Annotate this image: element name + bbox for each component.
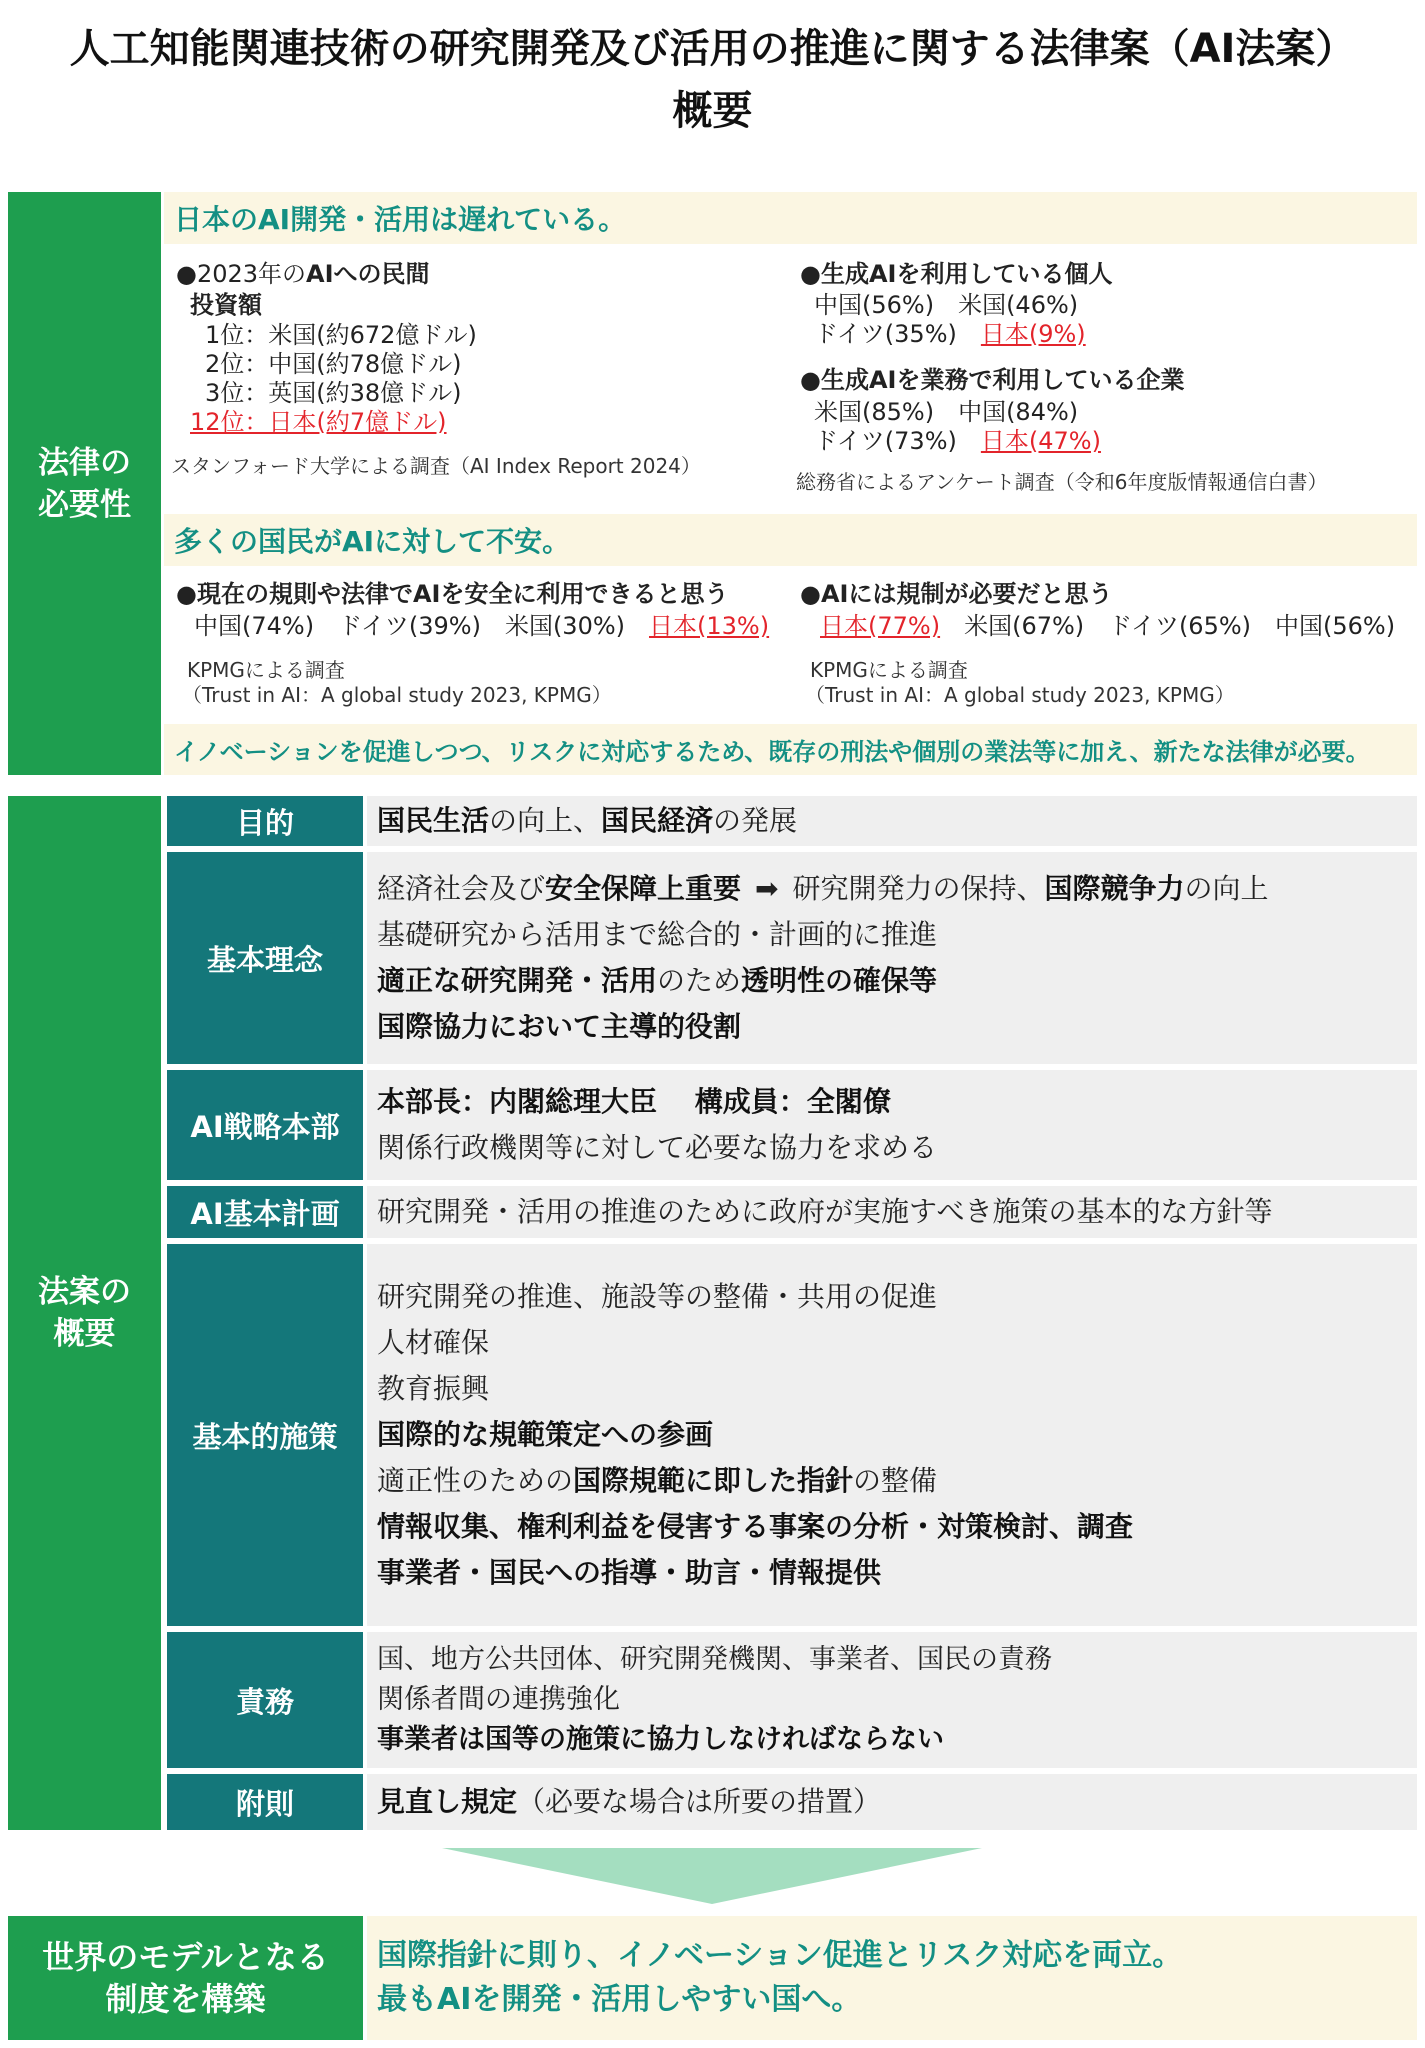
- safe-use-japan: 日本(13%): [649, 612, 770, 640]
- hq-line-2: 関係行政機関等に対して必要な協力を求める: [377, 1131, 938, 1164]
- measures-l6-bold: 情報収集、権利利益を侵害する事案の分析・対策検討、調査: [377, 1510, 1134, 1543]
- regulation-heading: ●AIには規制が必要だと思う: [800, 580, 1113, 608]
- row-body-ai-hq: [367, 1070, 1417, 1180]
- personal-use-line-2: [814, 320, 1086, 349]
- investment-pre: 2023年の: [196, 260, 307, 288]
- investment-bold-1: AIへの民間: [306, 260, 430, 288]
- outline-label: [8, 796, 161, 1830]
- rank-1: 1位：米国(約672億ドル): [205, 321, 477, 349]
- safe-use-source-1: KPMGによる調査: [187, 658, 345, 682]
- investment-heading: [176, 260, 430, 289]
- down-chevron-arrow: [442, 1848, 982, 1904]
- business-use-heading: ●生成AIを業務で利用している企業: [800, 366, 1185, 394]
- rank-12-japan: 12位：日本(約7億ドル): [190, 408, 447, 436]
- principle-line-3: [377, 958, 1417, 1004]
- investment-bold-2: 投資額: [190, 291, 262, 319]
- plan-line-1: 研究開発・活用の推進のために政府が実施すべき施策の基本的な方針等: [377, 1195, 1273, 1228]
- business-use-source: 総務省によるアンケート調査（令和6年度版情報通信白書）: [796, 470, 1328, 494]
- hq-line-1: [377, 1079, 1417, 1125]
- business-use-japan: 日本(47%): [980, 427, 1101, 455]
- measures-l5-text-1: 適正性のための: [377, 1464, 574, 1497]
- investment-source: スタンフォード大学による調査（AI Index Report 2024）: [171, 454, 701, 478]
- safe-use-line: [194, 612, 769, 641]
- supplementary-text: （必要な場合は所要の措置）: [517, 1785, 882, 1818]
- row-label-ai-hq: AI戦略本部: [167, 1070, 363, 1180]
- duty-line-1: 国、地方公共団体、研究開発機関、事業者、国民の責務: [377, 1644, 1052, 1675]
- document-title: [0, 18, 1425, 142]
- title-line-2: 概要: [672, 88, 753, 134]
- necessity-label: [8, 192, 161, 775]
- hq-l1-bold: 本部長：内閣総理大臣 構成員：全閣僚: [377, 1085, 891, 1118]
- purpose-bold-2: 国民経済: [601, 804, 714, 837]
- purpose-text-1: の向上、: [489, 804, 602, 837]
- row-label-purpose: 目的: [167, 796, 363, 846]
- conclusion-label: [8, 1916, 363, 2040]
- conclusion-line-2: 最もAIを開発・活用しやすい国へ。: [377, 1982, 862, 2017]
- regulation-japan: 日本(77%): [820, 612, 941, 640]
- business-use-line-1: 米国(85%) 中国(84%): [814, 398, 1079, 426]
- regulation-source-2: （Trust in AI：A global study 2023, KPMG）: [805, 683, 1235, 707]
- measures-line-7: [377, 1550, 1417, 1596]
- outline-label-line-1: 法案の: [38, 1274, 131, 1310]
- row-body-principle: [367, 852, 1417, 1064]
- principle-line-4: [377, 1004, 1417, 1050]
- duty-line-3: [377, 1720, 1417, 1760]
- principle-l4-bold: 国際協力において主導的役割: [377, 1010, 742, 1043]
- row-label-supplementary: 附則: [167, 1774, 363, 1830]
- conclusion-label-line-2: 制度を構築: [105, 1980, 266, 2018]
- row-body-supplementary: [367, 1774, 1417, 1830]
- rank-3: 3位：英国(約38億ドル): [205, 379, 462, 407]
- row-body-purpose: [367, 796, 1417, 846]
- band-new-law-needed: イノベーションを促進しつつ、リスクに対応するため、既存の刑法や個別の業法等に加え、新たな法律が必要。: [164, 724, 1417, 775]
- purpose-bold-1: 国民生活: [377, 804, 490, 837]
- title-line-1: 人工知能関連技術の研究開発及び活用の推進に関する法律案（AI法案）: [69, 26, 1356, 72]
- row-label-duty: 責務: [167, 1632, 363, 1768]
- principle-l1-text-1: 経済社会及び: [377, 872, 546, 905]
- outline-label-line-2: 概要: [53, 1316, 116, 1352]
- principle-line-1: [377, 866, 1417, 912]
- personal-use-germany: ドイツ(35%): [814, 320, 981, 348]
- row-label-principle: 基本理念: [167, 852, 363, 1064]
- row-body-duty: [367, 1632, 1417, 1768]
- principle-l1-bold-2: 国際競争力: [1044, 872, 1185, 905]
- principle-l3-bold-2: 透明性の確保等: [741, 964, 938, 997]
- conclusion-label-line-1: 世界のモデルとなる: [42, 1938, 329, 1976]
- supplementary-line: [377, 1779, 1417, 1825]
- measures-l5-text-2: の整備: [853, 1464, 938, 1497]
- row-body-measures: [367, 1244, 1417, 1626]
- safe-use-heading: ●現在の規則や法律でAIを安全に利用できると思う: [176, 580, 729, 608]
- purpose-text: [377, 798, 1417, 844]
- bullet: ●: [176, 260, 197, 288]
- measures-line-5: [377, 1458, 1417, 1504]
- purpose-text-2: の発展: [713, 804, 798, 837]
- measures-line-4: [377, 1412, 1417, 1458]
- personal-use-line-1: 中国(56%) 米国(46%): [814, 291, 1079, 319]
- row-body-ai-plan: [367, 1186, 1417, 1238]
- duty-line-2: 関係者間の連携強化: [377, 1684, 620, 1715]
- right-arrow-icon: ➡: [755, 872, 779, 905]
- band-ai-behind: 日本のAI開発・活用は遅れている。: [164, 192, 1417, 244]
- personal-use-japan: 日本(9%): [980, 320, 1086, 348]
- principle-line-2: 基礎研究から活用まで総合的・計画的に推進: [377, 918, 938, 951]
- investment-heading-2: [190, 291, 262, 320]
- conclusion-body: [367, 1916, 1417, 2040]
- regulation-line: [820, 612, 1395, 641]
- row-label-ai-plan: AI基本計画: [167, 1186, 363, 1238]
- business-use-germany: ドイツ(73%): [814, 427, 981, 455]
- safe-use-others: 中国(74%) ドイツ(39%) 米国(30%): [194, 612, 650, 640]
- personal-use-heading: ●生成AIを利用している個人: [800, 260, 1113, 288]
- measures-l7-bold: 事業者・国民への指導・助言・情報提供: [377, 1556, 882, 1589]
- duty-l3-bold: 事業者は国等の施策に協力しなければならない: [377, 1724, 944, 1755]
- business-use-line-2: [814, 427, 1101, 456]
- measures-l4-bold: 国際的な規範策定への参画: [377, 1418, 714, 1451]
- band-public-anxiety: 多くの国民がAIに対して不安。: [164, 514, 1417, 566]
- supplementary-bold: 見直し規定: [377, 1785, 518, 1818]
- necessity-label-line-2: 必要性: [38, 486, 131, 523]
- measures-line-3: 教育振興: [377, 1372, 490, 1405]
- regulation-source-1: KPMGによる調査: [810, 658, 968, 682]
- measures-line-6: [377, 1504, 1417, 1550]
- conclusion-line-1: 国際指針に則り、イノベーション促進とリスク対応を両立。: [377, 1938, 1183, 1973]
- measures-line-2: 人材確保: [377, 1326, 490, 1359]
- row-label-measures: 基本的施策: [167, 1244, 363, 1626]
- regulation-others: 米国(67%) ドイツ(65%) 中国(56%): [940, 612, 1396, 640]
- necessity-label-line-1: 法律の: [38, 444, 131, 481]
- principle-l1-text-2: 研究開発力の保持、: [792, 872, 1045, 905]
- principle-l3-text-1: のため: [657, 964, 742, 997]
- measures-line-1: 研究開発の推進、施設等の整備・共用の促進: [377, 1280, 938, 1313]
- principle-l3-bold-1: 適正な研究開発・活用: [377, 964, 658, 997]
- rank-2: 2位：中国(約78億ドル): [205, 350, 462, 378]
- measures-l5-bold-1: 国際規範に即した指針: [573, 1464, 854, 1497]
- principle-l1-text-3: の向上: [1184, 872, 1269, 905]
- safe-use-source-2: （Trust in AI：A global study 2023, KPMG）: [182, 683, 612, 707]
- principle-l1-bold-1: 安全保障上重要: [545, 872, 742, 905]
